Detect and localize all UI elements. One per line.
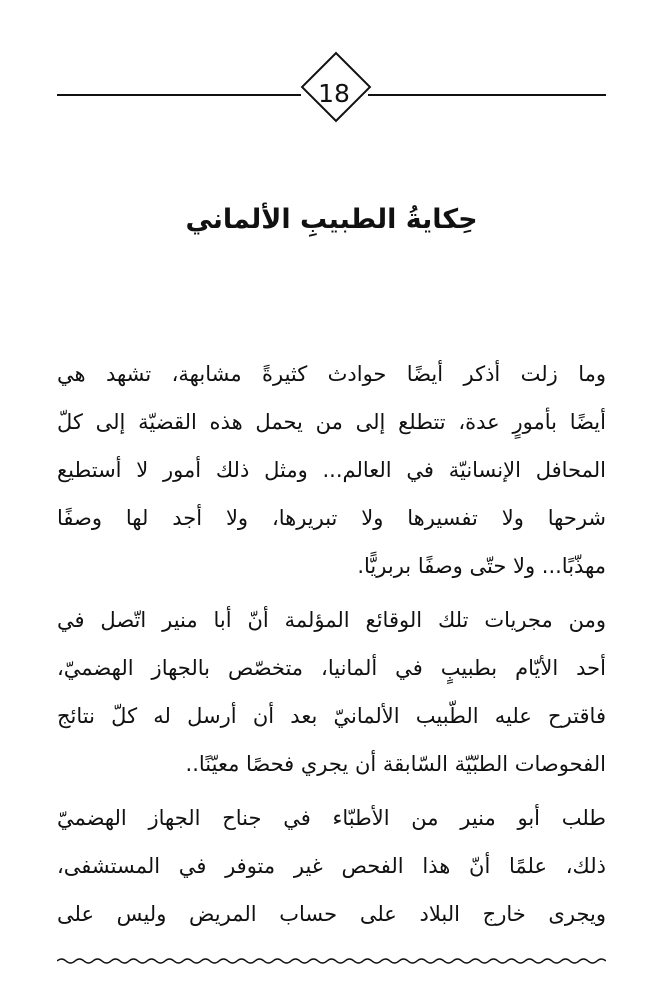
header-rule-left: [57, 94, 301, 96]
footer-wave-rule: [57, 956, 606, 966]
body-text: [57, 350, 606, 944]
paragraph-2-line-1: ومن مجريات تلك الوقائع المؤلمة أنّ أبا منير اتّصل في: [57, 608, 606, 632]
paragraph-2-line-4: الفحوصات الطبّيّة السّابقة أن يجري فحصًا معيّنًا..: [185, 752, 606, 776]
page-number: 18: [318, 79, 350, 108]
paragraph-1: [57, 350, 606, 590]
paragraph-3-line-1: طلب أبو منير من الأطبّاء في جناح الجهاز الهضميّ: [57, 806, 606, 830]
paragraph-3-line-2: ذلك، علمًا أنّ هذا الفحص غير متوفر في المستشفى،: [57, 854, 606, 878]
paragraph-1-line-3: المحافل الإنسانيّة في العالم... ومثل ذلك أمور لا أستطيع: [57, 458, 606, 482]
paragraph-2: [57, 596, 606, 788]
paragraph-1-line-4: شرحها ولا تفسيرها ولا تبريرها، ولا أجد لها وصفًا: [57, 506, 606, 530]
paragraph-1-line-5: مهذّبًا... ولا حتّى وصفًا بربريًّا.: [357, 554, 606, 578]
paragraph-2-line-2: أحد الأيّام بطبيبٍ في ألمانيا، متخصّص بالجهاز الهضميّ،: [57, 656, 606, 680]
paragraph-3-line-3: ويجرى خارج البلاد على حساب المريض وليس على: [57, 902, 606, 926]
paragraph-2-line-3: فاقترح عليه الطّبيب الألمانيّ بعد أن أرسل له كلّ نتائج: [57, 704, 606, 728]
paragraph-3: [57, 794, 606, 938]
header-rule-right: [368, 94, 606, 96]
chapter-title: حِكايةُ الطبيبِ الألماني: [185, 204, 478, 235]
paragraph-1-line-1: وما زلت أذكر أيضًا حوادث كثيرةً مشابهة، تشهد هي: [57, 362, 606, 386]
paragraph-1-line-2: أيضًا بأمورٍ عدة، تتطلع إلى من يحمل هذه القضيّة إلى كلّ: [57, 410, 606, 434]
